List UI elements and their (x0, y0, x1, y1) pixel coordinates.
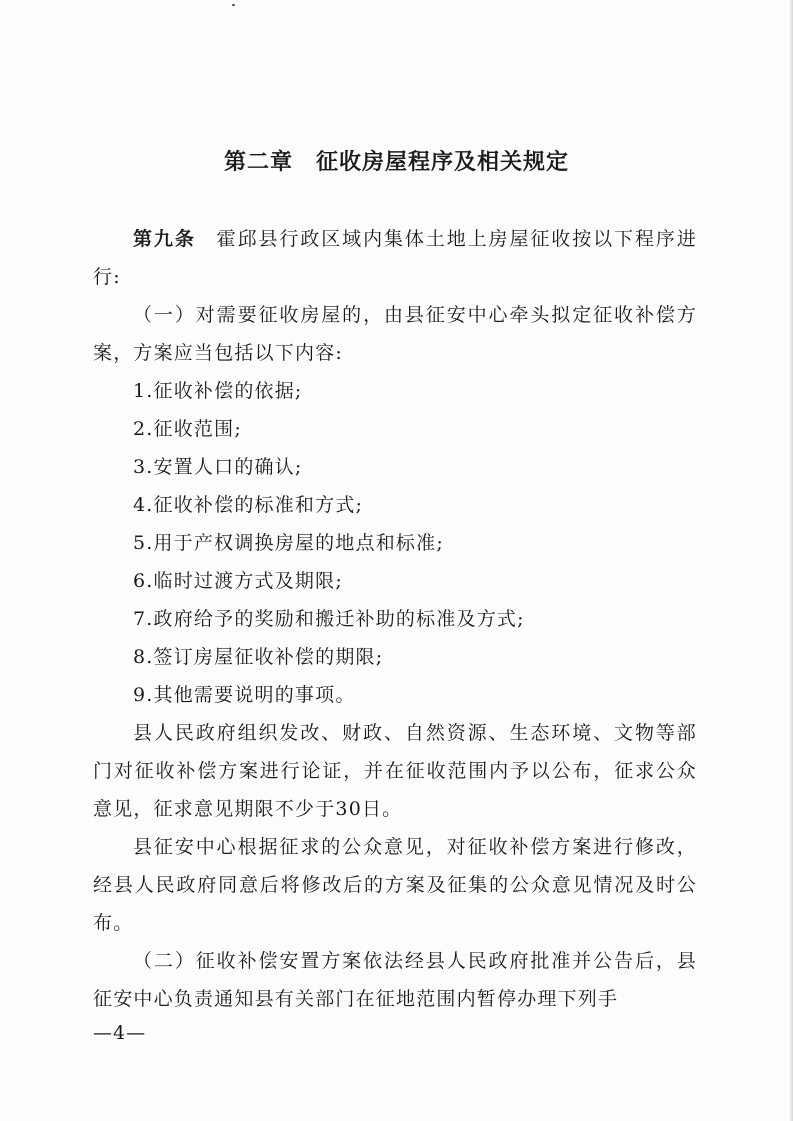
article-label: 第九条 (133, 228, 196, 250)
chapter-title: 第二章 征收房屋程序及相关规定 (223, 150, 569, 175)
document-body (93, 220, 697, 1018)
list-item: 2.征收范围; (133, 418, 242, 440)
section-one-intro: （一）对需要征收房屋的，由县征安中心牵头拟定征收补偿方案，方案应当包括以下内容: (93, 304, 697, 364)
list-item: 4.征收补偿的标准和方式; (133, 494, 364, 516)
list-item: 1.征收补偿的依据; (133, 380, 303, 402)
revision-paragraph: 县征安中心根据征求的公众意见，对征收补偿方案进行修改，经县人民政府同意后将修改后的方案及征集的公众意见情况及时公布。 (93, 836, 697, 934)
scan-speck (232, 4, 235, 6)
section-two-intro: （二）征收补偿安置方案依法经县人民政府批准并公告后，县征安中心负责通知县有关部门在征地范围内暂停办理下列手 (93, 950, 697, 1010)
page-number: —4— (93, 1022, 147, 1044)
list-item: 5.用于产权调换房屋的地点和标准; (133, 532, 444, 554)
list-item: 7.政府给予的奖励和搬迁补助的标准及方式; (133, 608, 525, 630)
article-intro: 霍邱县行政区域内集体土地上房屋征收按以下程序进行: (93, 228, 697, 288)
list-item: 8.签订房屋征收补偿的期限; (133, 646, 384, 668)
list-item: 3.安置人口的确认; (133, 456, 303, 478)
review-paragraph: 县人民政府组织发改、财政、自然资源、生态环境、文物等部门对征收补偿方案进行论证，并在征收范围内予以公布，征求公众意见，征求意见期限不少于30日。 (93, 722, 697, 820)
list-item: 6.临时过渡方式及期限; (133, 570, 343, 592)
article-nine-paragraph (93, 220, 697, 296)
list-item: 9.其他需要说明的事项。 (133, 684, 356, 706)
